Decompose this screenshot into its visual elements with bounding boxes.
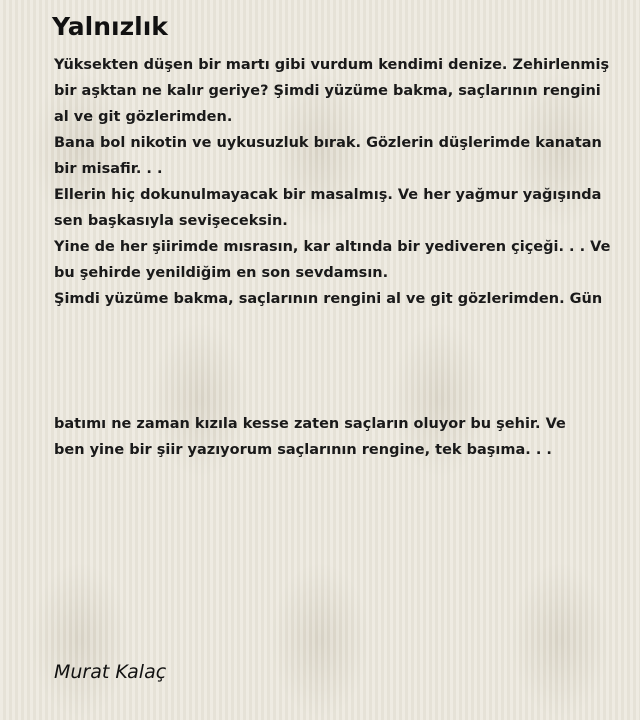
poem-line: sen başkasıyla sevişeceksin. (54, 213, 288, 229)
poem-line: bir aşktan ne kalır geriye? Şimdi yüzüme bakma, saçlarının rengini (54, 83, 601, 99)
poem-author: Murat Kalaç (54, 661, 167, 683)
poem-line: bu şehirde yenildiğim en son sevdamsın. (54, 265, 389, 281)
poem-line: bir misafir. . . (54, 161, 163, 177)
poem-line: Yüksekten düşen bir martı gibi vurdum kendimi denize. Zehirlenmiş (54, 57, 610, 73)
poem-body-second-part (54, 411, 594, 463)
poem-line: Yine de her şiirimde mısrasın, kar altında bir yediveren çiçeği. . . Ve (54, 239, 611, 255)
poem-line: al ve git gözlerimden. (54, 109, 233, 125)
poem-line: batımı ne zaman kızıla kesse zaten saçların oluyor bu şehir. Ve (54, 416, 566, 432)
poem-line: Şimdi yüzüme bakma, saçlarının rengini al ve git gözlerimden. Gün (54, 291, 603, 307)
poem-line: Ellerin hiç dokunulmayacak bir masalmış. Ve her yağmur yağışında (54, 187, 602, 203)
poem-title: Yalnızlık (52, 12, 168, 41)
poem-line: Bana bol nikotin ve uykusuzluk bırak. Gözlerin düşlerimde kanatan (54, 135, 602, 151)
poem-line: ben yine bir şiir yazıyorum saçlarının rengine, tek başıma. . . (54, 442, 552, 458)
poem-body-first-part (54, 52, 611, 312)
